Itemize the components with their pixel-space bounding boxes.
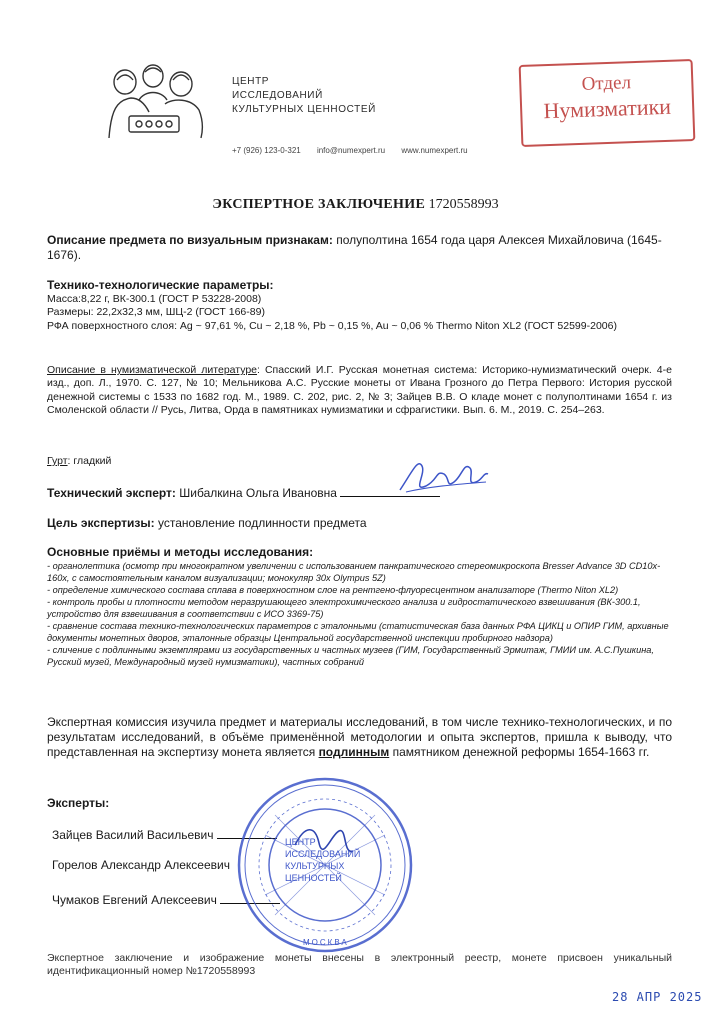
goal-section (47, 516, 672, 531)
conclusion-verdict: подлинным (318, 745, 390, 759)
methods-label: Основные приёмы и методы исследования: (47, 545, 314, 559)
footer-note: Экспертное заключение и изображение монеты внесены в электронный реестр, монете присвоен уникальный идентификационный номер №1720558993 (47, 952, 672, 978)
method-item: - сличение с подлинными экземплярами из государственных и частных музеев (ГИМ, Государственный Эрмитаж, ГМИИ им. А.С.Пушкина, Русский музей, Международный музей нумизматики), частных собраний (47, 645, 654, 667)
goal-label: Цель экспертизы: (47, 516, 155, 530)
contacts (232, 146, 482, 155)
org-name (232, 75, 376, 117)
phone: +7 (926) 123-0-321 (232, 146, 301, 155)
description-section (47, 233, 672, 263)
rfa-line: РФА поверхностного слоя: Ag ~ 97,61 %, Cu ~ 2,18 %, Pb ~ 0,15 %, Au ~ 0,06 % Thermo Niton XL2 (ГОСТ 52599-2006) (47, 319, 617, 332)
tech-params-section (47, 278, 672, 333)
title-number: 1720558993 (428, 197, 499, 212)
goal-value: установление подлинности предмета (157, 516, 367, 530)
title-label: ЭКСПЕРТНОЕ ЗАКЛЮЧЕНИЕ (212, 197, 426, 212)
mass-line: Масса:8,22 г, ВК-300.1 (ГОСТ Р 53228-2008) (47, 293, 262, 305)
edge-section (47, 455, 672, 468)
conclusion-end: памятником денежной реформы 1654-1663 гг. (392, 745, 650, 759)
stamp-line1: Отдел (581, 72, 632, 95)
tech-expert-name: Шибалкина Ольга Ивановна (179, 486, 337, 500)
stamp-line2: Нумизматики (543, 93, 672, 124)
edge-label: Гурт (47, 455, 68, 467)
literature-value: : Спасский И.Г. Русская монетная система: Историко-нумизматический очерк. 4-е изд., доп. Л., 1970. С. 127, № 10; Мельникова А.С. Русские монеты от Ивана Грозного до Петра Первого: История русской денежной системы с 1533 по 1682 год. М., 1989. С. 202, рис. 2, № 3; Зайцев В.В. О кладе монет с полуполтинами 1654 г. из Смоленской области // Русь, Литва, Орда в памятниках нумизматики и сфрагистики. Вып. 6. М., 2019. С. 254–263. (47, 364, 672, 417)
website: www.numexpert.ru (401, 146, 468, 155)
date-stamp: 28 АПР 2025 (612, 990, 703, 1004)
org-name-line2: ИССЛЕДОВАНИЙ (232, 90, 323, 101)
method-item: - контроль пробы и плотности методом неразрушающего электрохимического анализа и гидростатического взвешивания (ВК-300.1, устройство для взвешивания в соответствии с ИСО 3369-75) (47, 597, 641, 619)
conclusion-section (47, 715, 672, 760)
tech-expert-label: Технический эксперт: (47, 486, 176, 500)
seal-bottom-text: МОСКВА (303, 938, 349, 947)
conclusion-text: Экспертная комиссия изучила предмет и материалы исследований, в том числе технико-технологических, и по результатам исследований, в объёме применённой методологии и опыта экспертов, пришла к выводу, что представленная на экспертизу монета является (47, 715, 672, 759)
literature-label: Описание в нумизматической литературе (47, 364, 258, 376)
expert-name: Горелов Александр Алексеевич (52, 858, 230, 872)
org-name-line3: КУЛЬТУРНЫХ ЦЕННОСТЕЙ (232, 104, 376, 115)
expert-name: Зайцев Василий Васильевич (52, 828, 214, 842)
literature-section (47, 364, 672, 418)
size-line: Размеры: 22,2х32,3 мм, ШЦ-2 (ГОСТ 166-89) (47, 306, 265, 319)
email: info@numexpert.ru (316, 146, 386, 155)
tech-expert-section (47, 484, 672, 501)
org-name-line1: ЦЕНТР (232, 76, 270, 87)
numismatics-stamp (519, 59, 696, 147)
logo-illustration (95, 60, 213, 140)
seal-center-text: ЦЕНТР ИССЛЕДОВАНИЙ КУЛЬТУРНЫХ ЦЕННОСТЕЙ (285, 837, 361, 883)
description-value: полуполтина 1654 года царя Алексея Михайловича (1645-1676). (47, 233, 662, 262)
method-item: - органолептика (осмотр при многократном увеличении с использованием панкратического стереомикроскопа Bresser Advance 3D CD10x-160x, с самостоятельным каналом визуализации; монокуляр 30x Olympus 5Z) (47, 561, 661, 583)
tech-expert-signature (392, 452, 492, 505)
methods-section (47, 545, 672, 668)
description-label: Описание предмета по визуальным признакам: (47, 233, 333, 247)
experts-label: Эксперты: (47, 796, 110, 810)
expert-name: Чумаков Евгений Алексеевич (52, 893, 217, 907)
method-item: - определение химического состава сплава в поверхностном слое на рентгено-флуоресцентном анализаторе (Thermo Niton XL2) (47, 585, 619, 595)
edge-value: : гладкий (67, 455, 112, 467)
tech-params-label: Технико-технологические параметры: (47, 278, 274, 292)
method-item: - сравнение состава технико-технологических параметров с эталонными (статистическая база данных РФА ЦИКЦ и ОПИР ГИМ, архивные документы монетных дворов, эталонные образцы Центральной государственной инспекции пробирного надзора) (47, 621, 669, 643)
document-title (0, 197, 711, 213)
